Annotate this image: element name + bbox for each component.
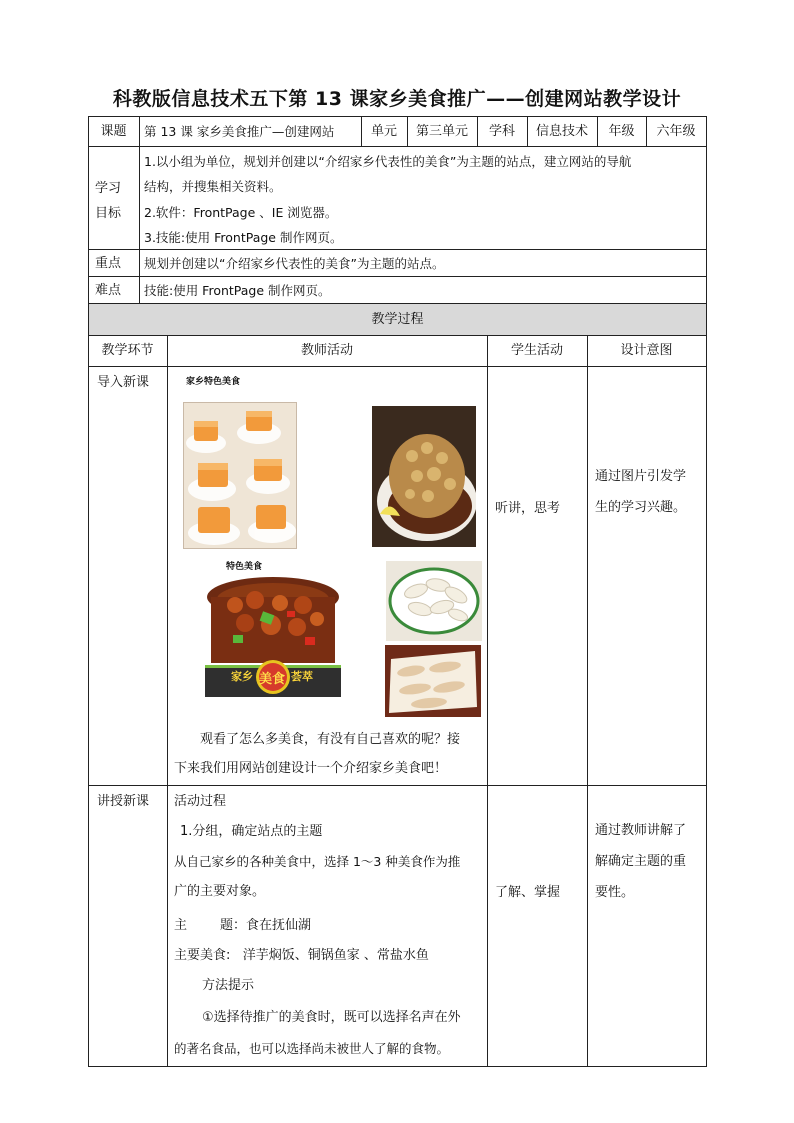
page-title: 科教版信息技术五下第 13 课家乡美食推广——创建网站教学设计 xyxy=(112,88,682,110)
phase-teach: 讲授新课 xyxy=(96,794,149,809)
food-photo-spicy-chicken xyxy=(205,575,341,701)
objectives-line: 结构，并搜集相关资料。 xyxy=(144,179,282,194)
table-border xyxy=(706,116,707,1067)
unit-value: 第三单元 xyxy=(415,124,468,139)
grade-label: 年级 xyxy=(608,124,635,139)
column-header: 学生活动 xyxy=(510,343,563,358)
key-point-value: 规划并创建以“介绍家乡代表性的美食”为主题的站点。 xyxy=(144,256,445,271)
caption-special-food: 特色美食 xyxy=(226,562,263,572)
unit-label: 单元 xyxy=(370,124,397,139)
table-border xyxy=(167,335,168,1066)
intro-student-activity: 听讲，思考 xyxy=(495,501,561,516)
table-border xyxy=(88,116,707,117)
teach-line: 主要美食: 洋芋焖饭、铜锅鱼家 、常盐水鱼 xyxy=(174,948,429,963)
food-photo-dumplings xyxy=(386,561,482,641)
subject-value: 信息技术 xyxy=(535,124,588,139)
objectives-line: 1.以小组为单位，规划并创建以“介绍家乡代表性的美食”为主题的站点，建立网站的导航 xyxy=(144,154,632,169)
column-header: 设计意图 xyxy=(620,343,673,358)
teach-line: 从自己家乡的各种美食中，选择 1～3 种美食作为推 xyxy=(174,854,461,869)
table-border xyxy=(88,276,707,277)
intro-text-line: 下来我们用网站创建设计一个介绍家乡美食吧！ xyxy=(174,761,448,776)
teach-student-activity: 了解、掌握 xyxy=(495,885,561,900)
food-photo-fried-dish xyxy=(372,406,476,547)
banner-food: 美食 xyxy=(259,672,286,687)
objectives-label-1: 学习 xyxy=(94,181,121,196)
process-header: 教学过程 xyxy=(371,312,424,327)
caption-hometown-food: 家乡特色美食 xyxy=(186,377,241,387)
table-border xyxy=(88,335,707,336)
column-header: 教师活动 xyxy=(300,343,353,358)
intro-text-line: 观看了怎么多美食，有没有自己喜欢的呢？接 xyxy=(200,732,461,747)
table-border xyxy=(88,303,707,304)
food-photo-orange-cubes xyxy=(183,402,297,549)
teach-line: 广的主要对象。 xyxy=(174,884,266,899)
banner-gather: 荟萃 xyxy=(291,670,313,683)
table-border xyxy=(88,249,707,250)
objectives-line: 3.技能:使用 FrontPage 制作网页。 xyxy=(144,230,343,245)
intro-intent-line: 生的学习兴趣。 xyxy=(595,500,687,515)
table-border xyxy=(487,335,488,1066)
teach-line: 的著名食品，也可以选择尚未被世人了解的食物。 xyxy=(174,1041,450,1056)
teach-line: 1.分组，确定站点的主题 xyxy=(180,824,323,839)
table-border xyxy=(88,146,707,147)
objectives-label-2: 目标 xyxy=(94,206,121,221)
topic-value: 第 13 课 家乡美食推广—创建网站 xyxy=(144,124,335,139)
teach-intent-line: 通过教师讲解了 xyxy=(595,823,687,838)
teach-line: 主 题：食在抚仙湖 xyxy=(174,918,312,933)
subject-label: 学科 xyxy=(488,124,515,139)
teach-line: 活动过程 xyxy=(174,794,227,809)
difficulty-label: 难点 xyxy=(94,283,121,298)
table-border xyxy=(139,116,140,303)
objectives-line: 2.软件：FrontPage 、IE 浏览器。 xyxy=(144,205,338,220)
table-border xyxy=(587,335,588,1066)
column-header: 教学环节 xyxy=(101,343,154,358)
food-photo-rice-rolls xyxy=(385,645,481,717)
table-border xyxy=(88,366,707,367)
teach-line: 方法提示 xyxy=(202,978,255,993)
phase-intro: 导入新课 xyxy=(96,375,149,390)
table-border xyxy=(88,785,707,786)
key-point-label: 重点 xyxy=(94,256,121,271)
difficulty-value: 技能:使用 FrontPage 制作网页。 xyxy=(144,283,331,298)
intro-intent-line: 通过图片引发学 xyxy=(595,469,687,484)
grade-value: 六年级 xyxy=(656,124,696,139)
teach-line: ①选择待推广的美食时，既可以选择名声在外 xyxy=(202,1010,461,1025)
banner-hometown: 家乡 xyxy=(231,670,253,683)
topic-label: 课题 xyxy=(100,124,127,139)
teach-intent-line: 要性。 xyxy=(595,885,635,900)
table-border xyxy=(88,1066,707,1067)
teach-intent-line: 解确定主题的重 xyxy=(595,854,687,869)
